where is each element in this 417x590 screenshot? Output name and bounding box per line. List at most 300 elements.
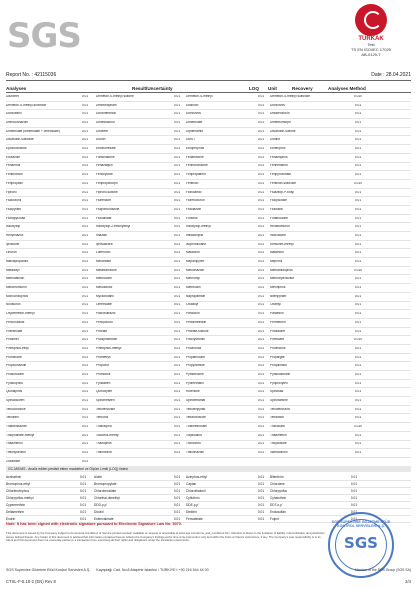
report-header [6, 72, 411, 78]
analyte-name: Fenbuconazole [186, 164, 208, 168]
table-row [6, 502, 411, 509]
table-row [6, 102, 411, 111]
analyte-name: Fenazaquin [96, 164, 113, 168]
loq-value: 0.01 [257, 155, 265, 159]
turkak-brand: TÜRKAK [358, 36, 384, 42]
loq-value: 0.01 [257, 482, 265, 486]
loq-value: 0.01 [81, 138, 89, 142]
table-row [6, 232, 411, 241]
loq-value: 0.01 [173, 320, 181, 324]
analyte-name: Paclobutrazol [96, 312, 116, 316]
analyte-name: Chlorfenvinphos [6, 489, 30, 493]
loq-value: 0.01 [173, 372, 181, 376]
table-row [6, 328, 411, 337]
analyte-name: Metalaxyl [6, 268, 20, 272]
accreditation-line-2: TS EN ISO/IEC 17025 [351, 47, 391, 52]
analyte-name: Spirodiclofen [6, 399, 25, 402]
table-row [6, 388, 411, 397]
table-row [6, 163, 411, 172]
loq-value: 0.01 [354, 121, 362, 124]
loq-value: 0.01 [257, 329, 265, 333]
loq-value: 0.01 [81, 242, 89, 246]
loq-value: 0.01 [354, 225, 362, 229]
analyte-name: Phosphamidon [96, 338, 118, 342]
analyte-name: Picoxystrobin [186, 338, 205, 342]
loq-value: 0.01 [173, 251, 181, 255]
analyte-name: Triadimenol [6, 442, 23, 446]
analyte-name: Mepanipyrim [186, 260, 205, 263]
loq-value: 0.01 [81, 346, 89, 350]
analyte-name: Chlorthal-dimethyl [94, 496, 120, 500]
analyte-name: Parathion [270, 312, 284, 316]
loq-value: 0.01 [173, 242, 181, 246]
analyte-name: Methomyl [186, 277, 200, 281]
analyte-name: Propamocarb [186, 355, 206, 359]
analyte-name: Diuron [96, 138, 106, 142]
analyte-name: Prosulfocarb [6, 372, 24, 376]
analyte-name: Fenarimol [6, 164, 21, 168]
analyte-name: Fluopyram [6, 207, 22, 211]
loq-value: 0.01 [257, 294, 265, 298]
loq-value: 0.01 [354, 294, 362, 298]
analyte-name: Oxydemeton-methyl [6, 312, 35, 316]
loq-value: 0.01 [354, 372, 362, 376]
analyte-name: Bromopropylate [94, 482, 117, 486]
analyte-name: Pyriproxyfen [270, 381, 288, 385]
analyte-name: Fenamidone [186, 155, 204, 159]
loq-value: 0.01 [173, 425, 181, 429]
analyte-name: Hexythiazox [6, 233, 24, 237]
loq-value: 0.01 [173, 338, 181, 342]
analyte-name: Oxamyl [270, 303, 281, 307]
loq-value: 0.01 [257, 233, 265, 237]
loq-value: 0.01 [257, 190, 265, 194]
form-code: CTSL-F-5.10-2 (EN) Rev 8 [6, 579, 56, 584]
loq-value: 0.01 [354, 320, 362, 324]
loq-value: 0.01 [81, 364, 89, 368]
turkak-accreditation-badge [343, 4, 399, 70]
table-row [6, 93, 411, 102]
col-recovery: Recovery [292, 85, 313, 91]
analyte-name: Fipronil [6, 190, 17, 194]
analyte-name: Mecarbam [96, 260, 112, 263]
loq-value: 0.01 [79, 503, 87, 507]
loq-value: 0.01 [173, 181, 181, 185]
loq-value: 0.01 [173, 216, 181, 220]
loq-value: 0.01 [257, 277, 265, 281]
loq-value: 0.01 [354, 303, 362, 307]
loq-value: 0.01 [257, 433, 265, 437]
analyte-name: Diphenamid [186, 129, 204, 133]
loq-value: 0.01 [173, 381, 181, 385]
loq-value: 0.01 [173, 399, 181, 402]
analyte-name: Prometryn [96, 355, 111, 359]
loq-value: 0.01 [354, 390, 362, 394]
loq-value: 0.01 [173, 260, 181, 263]
analyte-name: Folpet [270, 517, 279, 521]
loq-value: 0.01 [354, 173, 362, 177]
loq-value: 0.01 [350, 489, 358, 493]
analyte-name: Thiodicarb [270, 425, 285, 429]
loq-value: 0.01 [173, 312, 181, 316]
table-row [6, 275, 411, 284]
loq-value: 0.010 [354, 338, 362, 342]
loq-value: 0.01 [257, 181, 265, 185]
analyte-name: DDE-p,p' [186, 503, 199, 507]
loq-value: 0.01 [173, 225, 181, 229]
analyte-name: Flutolanil [270, 207, 283, 211]
analyte-name: Demeton-S-methyl [186, 94, 213, 98]
analyte-name: Proquinazid [270, 364, 287, 368]
table-row [6, 180, 411, 189]
loq-value: 0.01 [354, 433, 362, 437]
loq-value: 0.01 [257, 364, 265, 368]
loq-value: 0.01 [173, 286, 181, 290]
loq-value: 0.01 [354, 399, 362, 402]
loq-value: 0.01 [81, 294, 89, 298]
loq-value: 0.01 [257, 496, 265, 500]
loq-value: 0.01 [173, 129, 181, 133]
analyte-name: Dazomet [6, 94, 19, 98]
stamp-center-text: SGS [344, 534, 378, 552]
loq-value: 0.01 [354, 199, 362, 203]
analyte-name: Quinalphos [6, 390, 23, 394]
table-row [6, 441, 411, 450]
table-row [6, 206, 411, 215]
table-row [6, 423, 411, 432]
loq-value: 0.01 [257, 503, 265, 507]
loq-value: 0.01 [257, 312, 265, 316]
loq-value: 0.01 [81, 329, 89, 333]
loq-value: 0.01 [354, 442, 362, 446]
analyte-name: Fonofos [186, 216, 198, 220]
footer-company [6, 568, 411, 572]
analyte-name: Cypermethrin [6, 503, 26, 507]
analyte-name: Hexaflumuron [270, 225, 290, 229]
loq-value: 0.01 [354, 416, 362, 420]
loq-value: 0.01 [81, 199, 89, 203]
loq-value: 0.01 [173, 303, 181, 307]
loq-value: 0.01 [173, 268, 181, 272]
loq-value: 0.01 [354, 329, 362, 333]
analyte-name: Metribuzin [186, 286, 201, 290]
table-row [6, 310, 411, 319]
loq-value: 0.01 [81, 94, 89, 98]
col-unit: Unit [268, 85, 277, 91]
loq-value: 0.01 [257, 510, 265, 514]
loq-value: 0.01 [257, 517, 265, 521]
analyte-name: Pendimethalin [186, 320, 207, 324]
analyte-name: Tefluthrin [6, 416, 19, 420]
analyte-name: Prochloraz [186, 346, 202, 350]
analyte-name: Spiroxamine [270, 399, 288, 402]
analyte-name: Deltamethrin [6, 510, 25, 514]
table-row [6, 495, 411, 502]
loq-value: 0.01 [257, 416, 265, 420]
analyte-name: Fenthion [186, 181, 199, 185]
analyte-name: Paraoxon [186, 312, 200, 316]
loq-value: 0.01 [81, 442, 89, 446]
analyte-name: Fenpropathrin [186, 173, 206, 177]
loq-value: 0.01 [81, 190, 89, 194]
loq-value: 0.01 [81, 112, 89, 116]
loq-value: 0.01 [173, 94, 181, 98]
loq-value: 0.01 [257, 372, 265, 376]
loq-value: 0.01 [79, 475, 87, 479]
col-loq: LOQ [249, 85, 259, 91]
analyte-name: Quinoxyfen [96, 390, 113, 394]
col-result: Result/Uncertainty [132, 85, 173, 91]
loq-value: 0.01 [173, 416, 181, 420]
lcms-analyte-table [6, 93, 411, 464]
analyte-name: Fluxapyroxad [6, 216, 26, 220]
loq-value: 0.01 [354, 207, 362, 211]
analyte-name: Etoxazole [6, 155, 20, 159]
footer-member: Member of the SGS Group (SGS SA) [354, 568, 411, 572]
analyte-name: Fluvalinate [96, 216, 112, 220]
analyte-name: Fluazifop-P-butyl [270, 190, 294, 194]
analyte-name: Oxadixyl [186, 303, 199, 307]
loq-value: 0.01 [81, 147, 89, 151]
table-row [6, 345, 411, 354]
analyte-name: Methamidophos [270, 268, 293, 272]
loq-value: 0.01 [173, 207, 181, 211]
analyte-name: Fipronil-sulfone [96, 190, 118, 194]
loq-value: 0.01 [257, 303, 265, 307]
loq-value: 0.01 [354, 138, 362, 142]
analyte-name: Thiabendazole [6, 425, 27, 429]
analyte-name: Tebufenozide [96, 407, 115, 411]
loq-value: 0.01 [81, 286, 89, 290]
analyte-name: Diflubenzuron [270, 112, 290, 116]
loq-value: 0.01 [173, 233, 181, 237]
footer-company-name: SGS Supervise Gözetme Etüd Kontrol Servisleri A.Ş. [6, 568, 91, 572]
loq-value: 0.01 [257, 147, 265, 151]
loq-value: 0.01 [81, 277, 89, 281]
analyte-name: Spinosad [270, 390, 284, 394]
analyte-name: Triazophos [96, 442, 112, 446]
loq-value: 0.01 [81, 338, 89, 342]
loq-value: 0.01 [81, 268, 89, 272]
analyte-name: Dinoterb [96, 129, 109, 133]
table-row [6, 189, 411, 198]
analyte-name: Metobromuron [6, 286, 27, 290]
table-row [6, 171, 411, 180]
page-number: 2/4 [405, 579, 411, 584]
analyte-name: Rotenone [186, 390, 200, 394]
loq-value: 0.01 [173, 173, 181, 177]
analyte-name: Methoxyfenozide [270, 277, 295, 281]
loq-value: 0.01 [257, 121, 265, 124]
loq-value: 0.01 [81, 399, 89, 402]
analyte-name: Zoxamide [6, 459, 20, 463]
turkak-seal-icon [355, 4, 387, 36]
analyte-name: Chlorpyrifos [270, 489, 288, 493]
analyte-name: Dimethoate (dimethoate + omethoate) [6, 129, 60, 133]
table-row [6, 474, 411, 481]
analyte-name: Fenvalerate [186, 517, 203, 521]
analyte-name: Haloxyfop-methyl [186, 225, 211, 229]
loq-value: 0.01 [257, 199, 265, 203]
table-row [6, 154, 411, 163]
gcms-section-banner: GC-MS/MS - Analiz edilen pestisit etken maddeleri ve Ölçüm Limiti (LOQ) listesi [6, 466, 411, 472]
loq-value: 0.01 [173, 364, 181, 368]
loq-value: 0.01 [173, 355, 181, 359]
analyte-name: Fenpropidin [6, 181, 23, 185]
analyte-name: Thiophanate-methyl [6, 433, 35, 437]
loq-value: 0.01 [79, 496, 87, 500]
table-row [6, 380, 411, 389]
loq-value: 0.01 [354, 103, 362, 107]
analyte-name: Spirotetramat [186, 399, 206, 402]
analyte-name: Ethoprophos [186, 147, 205, 151]
analyte-name: Thiacloprid [96, 425, 112, 429]
loq-value: 0.01 [257, 399, 265, 402]
analyte-name: Tolylfluanid [186, 433, 202, 437]
analyte-name: Captan [186, 482, 197, 486]
loq-value: 0.01 [173, 442, 181, 446]
analyte-name: Dieldrin [186, 510, 197, 514]
analyte-name: Tetraconazole [186, 416, 206, 420]
loq-value: 0.01 [257, 138, 265, 142]
analyte-name: Myclobutanil [96, 294, 114, 298]
loq-value: 0.01 [257, 407, 265, 411]
loq-value: 0.01 [81, 416, 89, 420]
loq-value: 0.01 [257, 225, 265, 229]
table-row [6, 223, 411, 232]
analyte-name: Famoxadone [96, 155, 115, 159]
disclaimer-text: This document is issued by the Company subject to its General Conditions of Service printed overleaf, available on request or accessible at www.sgs.com/terms_and_conditions.htm. Attention is drawn to the limitation of liability, indemnification and jurisdiction issues defined therein. Any holder of this document is advised that information contained hereon reflects the Company's findings at the time of its intervention only and within the limits of Client's instructions, if any. The Company's sole responsibility is to its Client and this document does not exonerate parties to a transaction from exercising all their rights and obligations under the transaction documents. [6, 531, 325, 543]
loq-value: 0.01 [81, 303, 89, 307]
loq-value: 0.01 [257, 355, 265, 359]
loq-value: 0.01 [354, 242, 362, 246]
col-analyses: Analyses [6, 85, 27, 91]
loq-value: 0.01 [81, 251, 89, 255]
table-row [6, 119, 411, 128]
col-method: Analyses Method [328, 85, 366, 91]
analyte-name: DMST [186, 138, 196, 142]
loq-value: 0.01 [81, 155, 89, 159]
analyte-name: Dichlofenthion [96, 112, 117, 116]
analyte-name: Dichlorvos [186, 112, 201, 116]
loq-value: 0.01 [173, 164, 181, 168]
loq-value: 0.01 [173, 475, 181, 479]
analyte-name: Trifloxystrobin [6, 451, 26, 455]
loq-value: 0.01 [354, 112, 362, 116]
analyte-name: Prothiofos [96, 372, 111, 376]
analyte-name: Pyridaben [96, 381, 111, 385]
table-row [6, 267, 411, 276]
table-row [6, 284, 411, 293]
analyte-name: Indoxacarb [270, 233, 286, 237]
analyte-name: Chlorothalonil [186, 489, 206, 493]
analyte-name: Demeton-S-methyl sulfoxide [270, 94, 311, 98]
loq-value: 0.01 [257, 451, 265, 455]
loq-value: 0.01 [81, 129, 89, 133]
loq-value: 0.01 [79, 510, 87, 514]
analyte-name: Fludioxonil [6, 199, 22, 203]
loq-value: 0.010 [354, 94, 362, 98]
analyte-name: Promecarb [6, 355, 22, 359]
loq-value: 0.01 [81, 207, 89, 211]
table-row [6, 488, 411, 495]
analyte-name: Fenpropimorph [96, 181, 118, 185]
table-row [6, 145, 411, 154]
analyte-name: Epoxiconazole [6, 147, 27, 151]
analyte-name: Flufenacet [96, 199, 111, 203]
loq-value: 0.01 [173, 390, 181, 394]
esignature-note: Note: It has been signed with electronic signature pursuant to Electronic Signature Law No: 5070. [6, 522, 182, 526]
table-row [6, 258, 411, 267]
loq-value: 0.01 [257, 251, 265, 255]
analyte-name: Omethoate [96, 303, 112, 307]
table-row [6, 481, 411, 488]
analyte-name: Tebufenpyrad [186, 407, 206, 411]
loq-value: 0.01 [173, 138, 181, 142]
loq-value: 0.01 [354, 451, 362, 455]
analyte-name: Disulfoton-sulfone [270, 129, 296, 133]
analyte-name: Tolclofos-methyl [96, 433, 119, 437]
analyte-name: Haloxyfop [6, 225, 21, 229]
analyte-name: Etofenprox [270, 147, 286, 151]
loq-value: 0.01 [354, 286, 362, 290]
loq-value: 0.01 [81, 260, 89, 263]
analyte-name: Propoxur [96, 364, 109, 368]
loq-value: 0.01 [257, 425, 265, 429]
analyte-name: Bifenthrin [270, 475, 284, 479]
analyte-name: Phosmet [6, 338, 19, 342]
report-number: Report No. : 42115036 [6, 72, 57, 78]
loq-value: 0.01 [81, 225, 89, 229]
table-row [6, 293, 411, 302]
table-row [6, 362, 411, 371]
loq-value: 0.01 [257, 173, 265, 177]
loq-value: 0.01 [354, 312, 362, 316]
loq-value: 0.01 [257, 94, 265, 98]
table-row [6, 319, 411, 328]
table-row [6, 354, 411, 363]
loq-value: 0.01 [257, 129, 265, 133]
analyte-name: Pirimiphos-methyl [96, 346, 122, 350]
analyte-name: Aldrin [94, 475, 103, 479]
analyte-name: Triflumuron [96, 451, 112, 455]
analyte-name: Ethofumesate [96, 147, 116, 151]
analyte-name: Vamidothion [270, 451, 288, 455]
loq-value: 0.01 [354, 190, 362, 194]
analyte-name: Fluquinconazole [96, 207, 120, 211]
analyte-name: Imidacloprid [186, 233, 204, 237]
loq-value: 0.01 [173, 112, 181, 116]
analyte-name: Spiromesifen [96, 399, 115, 402]
loq-value: 0.01 [354, 129, 362, 133]
analyte-name: Haloxyfop-2-ethoxyethyl [96, 225, 131, 229]
analyte-name: Tetradifon [270, 416, 284, 420]
analyte-name: Pyrimethanil [186, 381, 204, 385]
analyte-name: Cyfluthrin [186, 496, 200, 500]
loq-value: 0.01 [173, 121, 181, 124]
analyte-name: Napropamide [186, 294, 206, 298]
loq-value: 0.01 [173, 482, 181, 486]
analyte-name: Lufenuron [96, 251, 111, 255]
loq-value: 0.01 [257, 286, 265, 290]
loq-value: 0.01 [173, 147, 181, 151]
loq-value: 0.01 [350, 503, 358, 507]
analyte-name: Azinphos-ethyl [186, 475, 207, 479]
column-headers [6, 84, 411, 92]
loq-value: 0.01 [354, 155, 362, 159]
analyte-name: Penconazole [6, 320, 25, 324]
loq-value: 0.01 [257, 338, 265, 342]
